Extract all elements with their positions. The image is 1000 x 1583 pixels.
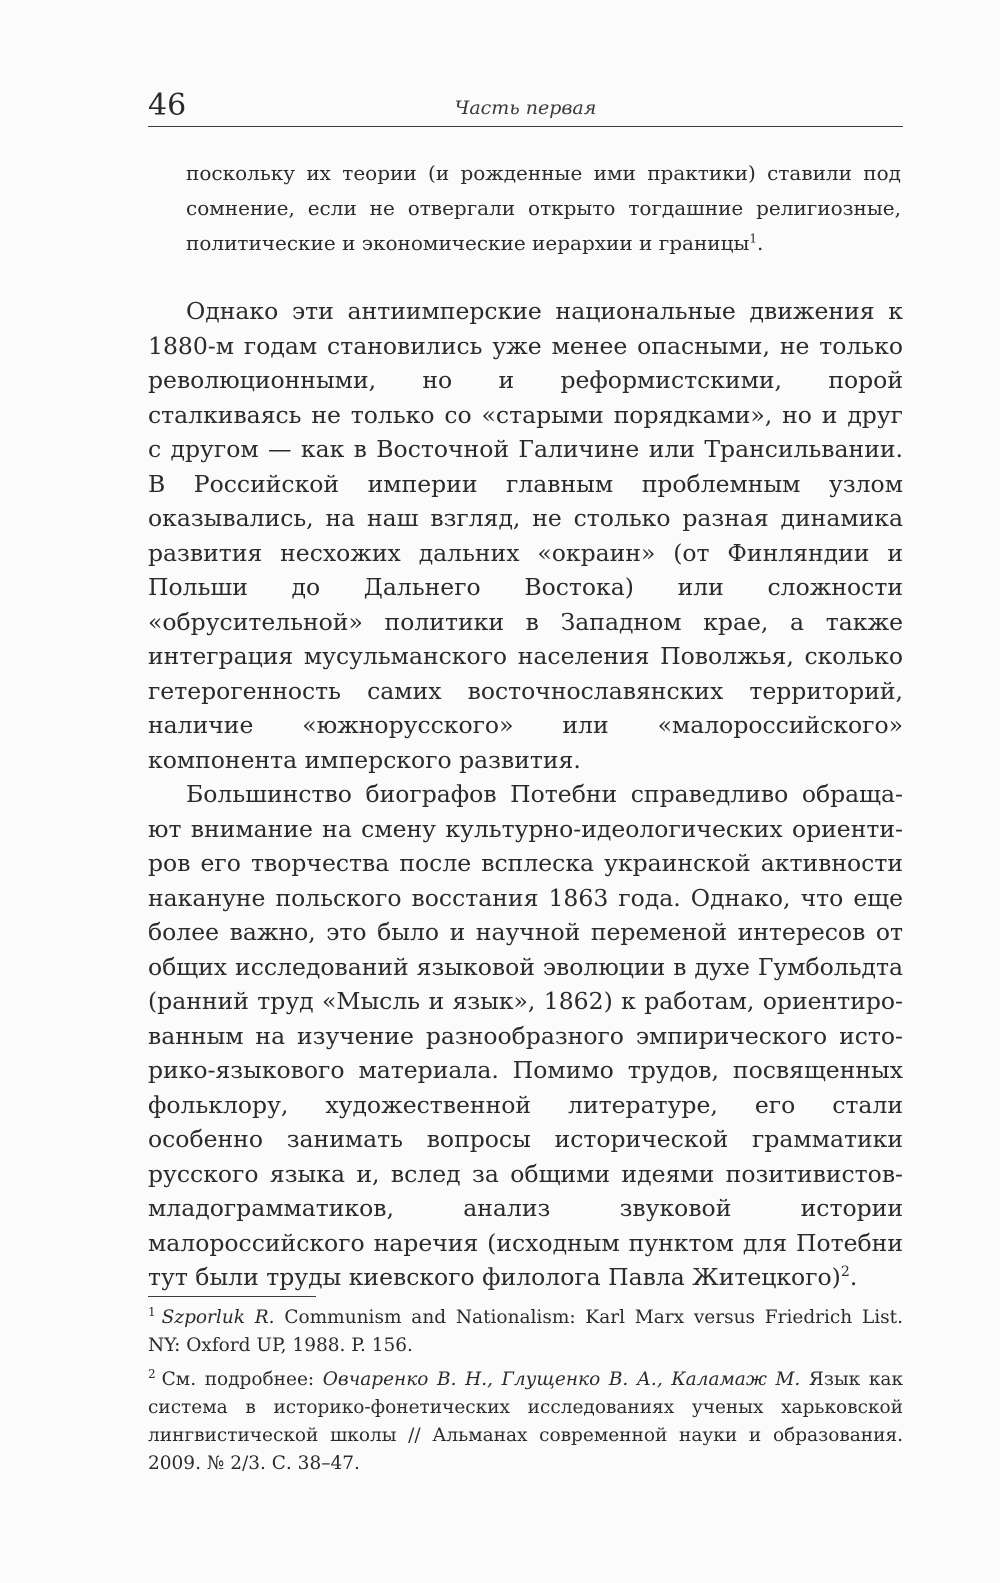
footnote-2-prefix: См. подробнее: — [161, 1369, 323, 1390]
footnote-ref-1[interactable]: 1 — [749, 231, 758, 246]
paragraph-2 — [148, 777, 903, 1295]
footnote-1-authors: Szporluk R. — [161, 1307, 275, 1328]
footnote-ref-2[interactable]: 2 — [840, 1264, 850, 1281]
footnote-2-authors: Овчаренко В. Н., Глущенко В. А., Каламаж М. — [322, 1369, 801, 1390]
header-rule — [148, 126, 903, 127]
footnote-mark-1: 1 — [148, 1304, 156, 1319]
running-head: Часть первая — [454, 97, 597, 119]
footnote-mark-2: 2 — [148, 1366, 156, 1381]
quote-end: . — [757, 231, 764, 255]
paragraph-2-text: Большинство биографов Потебни справедливо обращают внимание на смену культурно-идеологических ориентиров его творчества после всплеска украинской активности накануне польского восстания 1863 года. Однако, что еще более важно, это было и научной переменой интересов от общих исследований языковой эволюции в духе Гумбольдта (ранний труд «Мысль и язык», 1862) к работам, ориентированным на изучение разнообразного эмпирического историко-языкового материала. Помимо трудов, посвященных фольклору, художественной литературе, его стали особенно занимать вопросы исторической грамматики русского языка и, вслед за общими идеями позитивистов-младограмматиков, анализ звуковой истории малороссийского наречия (исходным пунктом для Потебни тут были труды киевского филолога Павла Житецкого) — [148, 780, 903, 1291]
footnote-2-text: Язык как система в историко-фонетических исследованиях ученых харьковской лингвистической школы // Альманах современной науки и образования. 2009. № 2/3. С. 38–47. — [148, 1369, 904, 1474]
quote-text: поскольку их теории (и рожденные ими практики) ставили под сомнение, если не отвергали открыто тогдашние религиозные, политические и экономические иерархии и границы — [186, 161, 901, 255]
page-number: 46 — [148, 88, 187, 123]
footnote-1-text: Communism and Nationalism: Karl Marx versus Friedrich List. NY: Oxford UP, 1988. P. 156. — [148, 1307, 903, 1356]
paragraph-2-end: . — [849, 1263, 858, 1291]
footnote-rule — [148, 1296, 316, 1297]
footnote-1 — [148, 1304, 903, 1360]
block-quote — [186, 156, 901, 261]
footnote-2 — [148, 1366, 903, 1478]
main-text — [148, 294, 903, 1295]
paragraph-1: Однако эти антиимперские национальные движения к 1880-м годам становились уже менее опасными, не только революционными, но и реформистскими, порой сталкиваясь не только со «старыми порядками», но и друг с другом — как в Восточной Галичине или Трансильвании. В Российской империи главным проблемным узлом оказывались, на наш взгляд, не столько разная динамика развития несхожих дальних «окраин» (от Финляндии и Польши до Дальнего Востока) или сложности «обрусительной» политики в Западном крае, а также интеграция мусульманского населения Поволжья, сколько гетерогенность самих восточнославянских территорий, наличие «южнорусского» или «малороссийского» компонента имперского развития. — [148, 297, 903, 774]
footnotes — [148, 1304, 903, 1484]
